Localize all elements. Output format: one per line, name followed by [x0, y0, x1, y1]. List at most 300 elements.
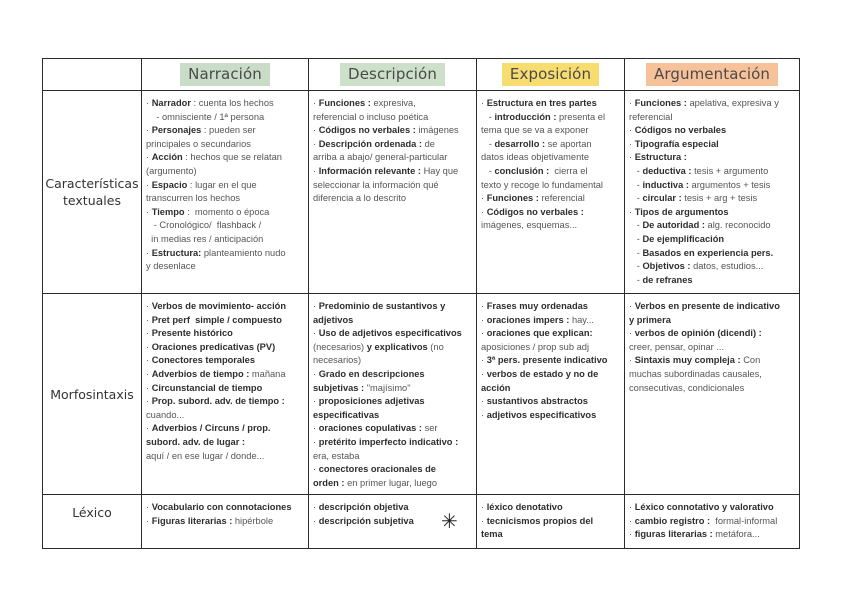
text-segment: ·	[629, 125, 635, 136]
text-segment: -	[629, 165, 643, 176]
cell-line	[629, 341, 796, 355]
cell-line	[481, 97, 621, 111]
text-segment: ·	[313, 464, 319, 475]
header-label-argumentacion: Argumentación	[646, 63, 778, 86]
cell-line	[146, 247, 305, 261]
text-segment: Prop. subord. adv. de tiempo :	[151, 396, 285, 407]
text-segment: ·	[146, 382, 152, 393]
text-segment: -	[629, 220, 643, 231]
text-segment: ·	[313, 436, 319, 447]
text-segment: creer, pensar, opinar ...	[629, 341, 725, 352]
row-lexico	[43, 495, 800, 549]
cell-exposicion	[477, 495, 625, 549]
text-segment: referencial	[629, 111, 673, 122]
text-segment: ·	[313, 125, 319, 136]
text-segment: Tipografía especial	[634, 138, 719, 149]
text-segment: - Cronológico/ flashback /	[146, 220, 262, 231]
text-segment: inductiva :	[642, 179, 689, 190]
cell-line	[481, 501, 621, 515]
text-segment: texto y recoge lo fundamental	[481, 179, 603, 190]
text-segment: mañana	[249, 368, 286, 379]
text-segment: ·	[629, 301, 635, 311]
cell-line	[481, 300, 621, 314]
text-segment: deductiva :	[642, 165, 692, 176]
cell-line	[481, 124, 621, 138]
cell-line	[629, 206, 796, 220]
text-segment: se aportan	[545, 138, 592, 149]
cell-exposicion	[477, 294, 625, 495]
text-segment: Espacio	[151, 179, 188, 190]
text-segment: tesis + argumento	[691, 165, 769, 176]
text-segment: ·	[629, 152, 635, 163]
text-segment: referencial o incluso poética	[313, 111, 429, 122]
text-segment: metáfora...	[712, 529, 760, 540]
text-segment: ·	[146, 368, 152, 379]
text-segment: ·	[629, 138, 635, 149]
text-segment: : momento o época	[184, 206, 270, 217]
text-segment: sustantivos abstractos	[486, 396, 588, 407]
text-segment: Tipos de argumentos	[634, 206, 729, 217]
text-segment: Objetivos :	[642, 261, 691, 272]
corner-cell	[43, 59, 142, 91]
text-segment: circular :	[642, 193, 682, 204]
text-segment: Pret perf simple / compuesto	[151, 314, 282, 325]
text-segment: ·	[146, 396, 152, 407]
cell-line	[481, 382, 621, 396]
text-segment: De autoridad :	[642, 220, 705, 231]
cell-line	[146, 111, 305, 125]
text-segment: tesis + arg + tesis	[681, 193, 758, 204]
text-segment: Códigos no verbales	[634, 125, 727, 136]
text-segment: datos, estudios...	[690, 261, 764, 272]
cell-line	[629, 97, 796, 111]
cell-line	[146, 219, 305, 233]
cell-descripcion	[309, 91, 477, 294]
cell-line	[146, 233, 305, 247]
text-segment: figuras literarias :	[634, 529, 713, 540]
cell-line	[313, 341, 473, 355]
cell-line	[146, 151, 305, 165]
text-segment: Uso de adjetivos especificativos	[318, 328, 462, 339]
cell-line	[146, 165, 305, 179]
cell-line	[629, 219, 796, 233]
text-segment: ·	[313, 165, 319, 176]
cell-line	[629, 233, 796, 247]
cell-line	[481, 165, 621, 179]
text-segment: -	[481, 165, 495, 176]
cell-line	[629, 179, 796, 193]
text-segment: Verbos en presente de indicativo	[634, 301, 780, 311]
header-narracion	[142, 59, 309, 91]
cell-line	[146, 300, 305, 314]
text-segment: -	[481, 138, 495, 149]
cell-line	[146, 314, 305, 328]
text-segment: ·	[481, 515, 487, 526]
text-segment: Tiempo	[151, 206, 185, 217]
text-types-table	[42, 58, 800, 549]
text-segment: principales o secundarios	[146, 138, 251, 149]
cell-line	[146, 192, 305, 206]
text-segment: ·	[146, 179, 152, 190]
text-segment: ·	[481, 193, 487, 204]
cell-line	[313, 192, 473, 206]
text-segment: cierra el	[549, 165, 588, 176]
text-segment: Códigos no verbales :	[486, 206, 584, 217]
text-segment: ·	[481, 396, 487, 407]
header-exposicion	[477, 59, 625, 91]
cell-exposicion	[477, 91, 625, 294]
cell-line	[146, 179, 305, 193]
text-segment: ·	[146, 328, 152, 339]
cell-line	[313, 422, 473, 436]
cell-line	[146, 515, 305, 529]
cell-line	[313, 97, 473, 111]
text-segment: conclusión :	[494, 165, 550, 176]
cell-narracion	[142, 294, 309, 495]
text-segment: Hay que	[420, 165, 459, 176]
text-segment: Funciones :	[634, 98, 687, 108]
row-label-line: Morfosintaxis	[50, 386, 134, 402]
cell-line	[629, 327, 796, 341]
text-segment: -	[629, 261, 643, 272]
row-label-line: Características	[45, 176, 139, 191]
text-segment: Información relevante :	[318, 165, 421, 176]
text-segment: Funciones :	[318, 98, 371, 108]
text-segment: : lugar en el que	[187, 179, 257, 190]
cell-line	[629, 501, 796, 515]
text-segment: -	[481, 111, 495, 122]
cell-line	[146, 354, 305, 368]
text-segment: aquí / en ese lugar / donde...	[146, 450, 265, 461]
cell-line	[481, 151, 621, 165]
text-segment: hipérbole	[232, 515, 274, 526]
text-segment: y desenlace	[146, 261, 196, 272]
text-segment: ·	[313, 328, 319, 339]
text-segment: expresiva,	[370, 98, 416, 108]
text-segment: ·	[313, 502, 319, 512]
text-segment: 3ª pers. presente indicativo	[486, 355, 608, 366]
text-segment: Basados en experiencia pers.	[642, 247, 774, 258]
cell-line	[313, 179, 473, 193]
text-segment: : hechos que se relatan	[182, 152, 282, 163]
cell-line	[629, 260, 796, 274]
cell-line	[313, 124, 473, 138]
text-segment: ·	[481, 98, 487, 108]
text-segment: Circunstancial de tiempo	[151, 382, 263, 393]
text-segment: imágenes	[415, 125, 459, 136]
text-segment: : pueden ser	[201, 125, 256, 136]
text-segment: orden :	[313, 477, 345, 488]
cell-argumentacion	[625, 495, 800, 549]
text-segment: ·	[481, 368, 487, 379]
text-segment: de refranes	[642, 274, 693, 285]
text-segment: subjetivas :	[313, 382, 365, 393]
cell-line	[481, 206, 621, 220]
header-label-descripcion: Descripción	[340, 63, 445, 86]
cell-line	[481, 179, 621, 193]
text-segment: imágenes, esquemas...	[481, 220, 578, 231]
text-segment: ·	[313, 423, 319, 434]
text-segment: tema	[481, 529, 503, 540]
cell-line	[313, 138, 473, 152]
text-segment: Estructura en tres partes	[486, 98, 597, 108]
cell-line	[146, 395, 305, 409]
text-segment: acción	[481, 382, 511, 393]
cell-line	[481, 138, 621, 152]
text-segment: ·	[481, 301, 487, 311]
cell-line	[629, 165, 796, 179]
text-segment: Descripción ordenada :	[318, 138, 423, 149]
text-segment: Verbos de movimiento- acción	[151, 301, 287, 311]
cell-line	[313, 327, 473, 341]
cell-line	[481, 409, 621, 423]
text-segment: ·	[313, 368, 319, 379]
text-segment: Sintaxis muy compleja :	[634, 355, 741, 366]
cell-line	[481, 515, 621, 529]
text-segment: en primer lugar, luego	[344, 477, 438, 488]
text-segment: ·	[629, 98, 635, 108]
cell-line	[629, 192, 796, 206]
text-segment: Narrador	[151, 98, 191, 108]
cell-descripcion	[309, 294, 477, 495]
text-segment: Códigos no verbales :	[318, 125, 416, 136]
cell-line	[313, 382, 473, 396]
text-segment: desarrollo :	[494, 138, 546, 149]
text-segment: ·	[629, 328, 635, 339]
text-segment: necesarios)	[313, 355, 362, 366]
text-segment: ·	[146, 125, 152, 136]
row-label-line: Léxico	[72, 505, 112, 520]
text-segment: (argumento)	[146, 165, 197, 176]
text-segment: oraciones copulativas :	[318, 423, 423, 434]
text-segment: Frases muy ordenadas	[486, 301, 588, 311]
text-segment: ·	[629, 529, 635, 540]
text-segment: ·	[146, 341, 152, 352]
cell-line	[629, 138, 796, 152]
text-segment: verbos de estado y no de	[486, 368, 599, 379]
cell-line	[313, 463, 473, 477]
text-segment: arriba a abajo/ general-particular	[313, 152, 448, 163]
text-segment: ·	[146, 314, 152, 325]
cell-line	[481, 341, 621, 355]
text-segment: -	[629, 179, 643, 190]
text-segment: tecnicismos propios del	[486, 515, 594, 526]
text-segment: léxico denotativo	[486, 502, 563, 512]
text-segment: ·	[481, 355, 487, 366]
cell-line	[313, 368, 473, 382]
text-segment: ser	[422, 423, 438, 434]
text-segment: ·	[481, 206, 487, 217]
cell-line	[146, 436, 305, 450]
text-segment: descripción objetiva	[318, 502, 409, 512]
cell-line	[629, 111, 796, 125]
text-segment: consecutivas, condicionales	[629, 382, 745, 393]
cell-line	[146, 501, 305, 515]
row-morfosintaxis	[43, 294, 800, 495]
cell-line	[146, 450, 305, 464]
cell-line	[629, 382, 796, 396]
text-segment: in medias res / anticipación	[146, 233, 264, 244]
cell-argumentacion	[625, 91, 800, 294]
cell-line	[146, 382, 305, 396]
cell-line	[481, 368, 621, 382]
text-segment: cuando...	[146, 409, 185, 420]
cell-line	[313, 111, 473, 125]
cell-line	[146, 409, 305, 423]
cell-line	[146, 368, 305, 382]
text-segment: ·	[146, 502, 152, 512]
text-segment: ·	[146, 152, 152, 163]
cell-line	[481, 314, 621, 328]
text-segment: adjetivos	[313, 314, 354, 325]
cell-line	[313, 395, 473, 409]
cell-line	[481, 192, 621, 206]
text-segment: argumentos + tesis	[688, 179, 771, 190]
row-label	[43, 495, 142, 549]
cell-line	[629, 300, 796, 314]
text-segment: ·	[481, 328, 487, 339]
text-segment: Predominio de sustantivos y	[318, 301, 446, 311]
cell-argumentacion	[625, 294, 800, 495]
cell-line	[481, 327, 621, 341]
text-segment: Estructura:	[151, 247, 202, 258]
text-segment: ·	[629, 355, 635, 366]
text-segment: Con	[740, 355, 761, 366]
text-segment: Grado en descripciones	[318, 368, 425, 379]
text-segment: Adverbios de tiempo :	[151, 368, 250, 379]
text-segment: ·	[481, 502, 487, 512]
text-segment: Adverbios / Circuns / prop.	[151, 423, 271, 434]
cell-line	[481, 395, 621, 409]
header-argumentacion	[625, 59, 800, 91]
text-segment: ·	[146, 515, 152, 526]
text-segment: diferencia a lo descrito	[313, 193, 407, 204]
text-segment: y primera	[629, 314, 671, 325]
asterisk-doodle-icon: ✳	[441, 511, 458, 533]
text-segment: -	[629, 193, 643, 204]
text-segment: ·	[629, 502, 635, 512]
text-segment: oraciones impers :	[486, 314, 570, 325]
cell-line	[146, 341, 305, 355]
text-segment: verbos de opinión (dicendi) :	[634, 328, 762, 339]
text-segment: Oraciones predicativas (PV)	[151, 341, 276, 352]
text-segment: ·	[146, 98, 152, 108]
text-segment: Léxico connotativo y valorativo	[634, 502, 774, 512]
text-segment: pretérito imperfecto indicativo :	[318, 436, 459, 447]
text-segment: (no	[427, 341, 444, 352]
cell-line	[313, 354, 473, 368]
text-segment: subord. adv. de lugar :	[146, 436, 246, 447]
cell-line	[313, 450, 473, 464]
text-segment: Vocabulario con connotaciones	[151, 502, 292, 512]
cell-line	[313, 165, 473, 179]
text-segment: descripción subjetiva	[318, 515, 414, 526]
cell-line	[146, 138, 305, 152]
text-segment: ·	[313, 138, 319, 149]
text-segment: ·	[629, 206, 635, 217]
text-segment: referencial	[538, 193, 585, 204]
row-label	[43, 91, 142, 294]
text-segment: -	[629, 274, 643, 285]
cell-line	[146, 260, 305, 274]
text-segment: y explicativos	[366, 341, 428, 352]
cell-line	[313, 314, 473, 328]
header-row	[43, 59, 800, 91]
text-segment: proposiciones adjetivas	[318, 396, 425, 407]
text-segment: ·	[146, 206, 152, 217]
cell-line	[481, 219, 621, 233]
text-segment: "majísimo"	[364, 382, 411, 393]
cell-line	[629, 368, 796, 382]
text-segment: ·	[629, 515, 635, 526]
cell-line	[146, 206, 305, 220]
cell-line	[481, 354, 621, 368]
text-segment: ·	[313, 396, 319, 407]
text-segment: muchas subordinadas causales,	[629, 368, 762, 379]
text-segment: ·	[313, 98, 319, 108]
cell-line	[146, 327, 305, 341]
cell-line	[146, 97, 305, 111]
text-segment: planteamiento nudo	[201, 247, 286, 258]
text-segment: Conectores temporales	[151, 355, 256, 366]
text-segment: formal-informal	[710, 515, 778, 526]
text-segment: Figuras literarias :	[151, 515, 233, 526]
cell-line	[629, 274, 796, 288]
text-segment: transcurren los hechos	[146, 193, 241, 204]
cell-line	[629, 247, 796, 261]
cell-line	[313, 436, 473, 450]
text-segment: ·	[481, 314, 487, 325]
text-segment: tema que se va a exponer	[481, 125, 589, 136]
text-segment: apelativa, expresiva y	[686, 98, 779, 108]
text-segment: adjetivos especificativos	[486, 409, 597, 420]
text-segment: ·	[146, 355, 152, 366]
text-segment: ·	[313, 515, 319, 526]
text-segment: datos ideas objetivamente	[481, 152, 590, 163]
header-descripcion	[309, 59, 477, 91]
row-label	[43, 294, 142, 495]
cell-line	[313, 477, 473, 491]
text-segment: conectores oracionales de	[318, 464, 436, 475]
text-segment: Presente histórico	[151, 328, 233, 339]
text-segment: Estructura :	[634, 152, 687, 163]
cell-line	[629, 124, 796, 138]
cell-line	[629, 354, 796, 368]
row-caracteristicas	[43, 91, 800, 294]
cell-line	[629, 314, 796, 328]
row-label-line: textuales	[63, 193, 121, 208]
cell-line	[481, 111, 621, 125]
text-segment: oraciones que explican:	[486, 328, 593, 339]
text-segment: (necesarios)	[313, 341, 367, 352]
cell-narracion	[142, 495, 309, 549]
cell-line	[146, 422, 305, 436]
text-segment: - omnisciente / 1ª persona	[146, 111, 265, 122]
text-segment: de	[422, 138, 435, 149]
text-segment: : cuenta los hechos	[190, 98, 274, 108]
cell-narracion	[142, 91, 309, 294]
text-segment: presenta el	[556, 111, 606, 122]
text-segment: aposiciones / prop sub adj	[481, 341, 590, 352]
text-segment: alg. reconocido	[704, 220, 771, 231]
text-segment: Funciones :	[486, 193, 539, 204]
text-segment: -	[629, 233, 643, 244]
header-label-narracion: Narración	[180, 63, 270, 86]
header-label-exposicion: Exposición	[502, 63, 599, 86]
text-segment: Personajes	[151, 125, 202, 136]
cell-line	[313, 300, 473, 314]
cell-line	[313, 151, 473, 165]
